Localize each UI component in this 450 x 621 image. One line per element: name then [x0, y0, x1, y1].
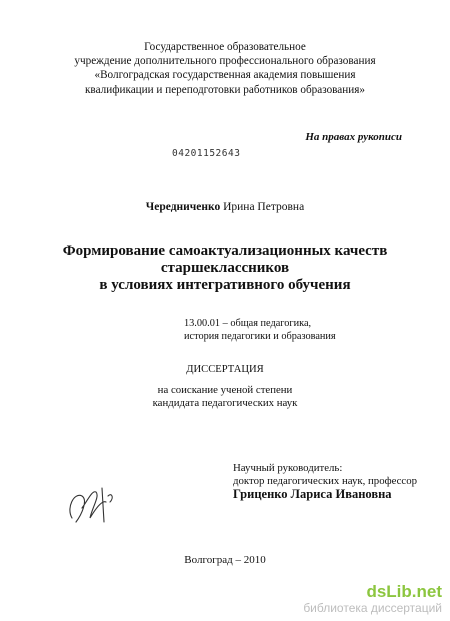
- institution-name: [0, 40, 450, 97]
- title-line-2: старшеклассников: [160, 260, 290, 276]
- watermark: [303, 583, 442, 615]
- institution-line-2: учреждение дополнительного профессионального образования: [74, 55, 376, 68]
- degree-line-1: на соискание ученой степени: [157, 384, 293, 396]
- author: [0, 201, 450, 213]
- supervisor-name: Гриценко Лариса Ивановна: [233, 487, 392, 501]
- catalog-code: 04201152643: [172, 148, 241, 159]
- supervisor-role: Научный руководитель:: [233, 462, 343, 474]
- specialty-line-1: 13.00.01 – общая педагогика,: [184, 318, 312, 329]
- specialty: [184, 318, 336, 343]
- specialty-line-2: история педагогики и образования: [184, 330, 336, 342]
- author-surname: Чередниченко: [145, 201, 221, 213]
- watermark-subtitle: библиотека диссертаций: [303, 601, 442, 615]
- institution-line-1: Государственное образовательное: [144, 41, 306, 53]
- title-line-1: Формирование самоактуализационных качеств: [62, 243, 388, 259]
- author-given-names: Ирина Петровна: [223, 201, 305, 213]
- supervisor-credentials: доктор педагогических наук, профессор: [233, 475, 418, 487]
- degree-line-2: кандидата педагогических наук: [152, 396, 298, 409]
- degree: [0, 384, 450, 409]
- handwritten-signature: [62, 478, 122, 538]
- supervisor: [233, 462, 417, 501]
- rights-note: На правах рукописи: [305, 131, 402, 143]
- watermark-logo: dsLib.net: [366, 582, 442, 601]
- document-type: ДИССЕРТАЦИЯ: [186, 364, 264, 375]
- institution-line-4: квалификации и переподготовки работников образования»: [85, 83, 365, 96]
- title-line-3: в условиях интегративного обучения: [99, 277, 351, 293]
- dissertation-title: [0, 243, 450, 294]
- city-year: Волгоград – 2010: [184, 554, 266, 566]
- institution-line-3: «Волгоградская государственная академия повышения: [94, 69, 356, 82]
